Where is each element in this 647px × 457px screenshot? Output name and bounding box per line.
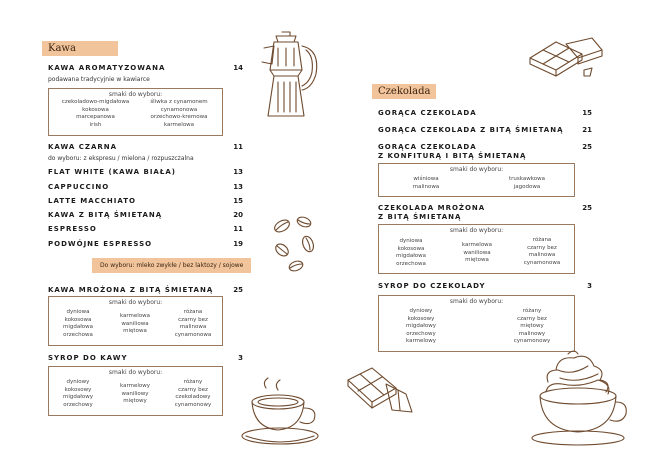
- item-kawa-aromatyzowana: KAWA AROMATYZOWANA: [48, 64, 166, 72]
- flavor: kokosowy: [64, 386, 92, 393]
- flavors-col-1: [381, 308, 461, 346]
- flavor: miętowa: [465, 257, 489, 264]
- flavor: wiśniowa: [413, 176, 439, 182]
- flavor: karmelowy: [119, 383, 150, 389]
- flavor: karmelowa: [163, 121, 195, 128]
- flavors-box-mrozona: [48, 296, 223, 346]
- price-goraca-czekolada: 15: [582, 109, 592, 117]
- flavors-col-2: [481, 176, 573, 191]
- flavors-col-2: [107, 313, 163, 336]
- flavor: różana: [532, 237, 552, 243]
- flavor: dyniowy: [409, 308, 433, 314]
- flavors-box-syrop-czekolada: [378, 295, 575, 352]
- flavor: truskawkowa: [509, 176, 545, 182]
- flavor: migdałowy: [63, 394, 93, 401]
- flavors-title: smaki do wyboru:: [449, 298, 504, 305]
- flavor: cynamonowa: [523, 259, 561, 266]
- menu-item: FLAT WHITE (KAWA BIAŁA): [48, 168, 176, 176]
- item-goraca-bita: GORĄCA CZEKOLADA Z BITĄ ŚMIETANĄ: [378, 126, 564, 134]
- coffee-cup-icon: [238, 378, 326, 448]
- flavor: migdałowy: [406, 323, 436, 330]
- menu-price: 13: [233, 168, 243, 176]
- desc-kawa-czarna: do wyboru: z ekspresu / mielona / rozpuszczalna: [48, 155, 194, 162]
- flavors-title: smaki do wyboru:: [108, 299, 163, 306]
- price-goraca-bita: 21: [582, 126, 592, 134]
- menu-price: 19: [233, 240, 243, 248]
- price-goraca-konfitura: 25: [582, 143, 592, 151]
- flavor: malinowa: [412, 183, 440, 190]
- coffee-beans-icon: [268, 212, 324, 274]
- price-syrop-do-czekolady: 3: [587, 282, 592, 290]
- flavors-col-2: [107, 383, 163, 406]
- price-kawa-mrozona: 25: [233, 286, 243, 294]
- flavor: kokosowa: [397, 245, 425, 252]
- price-czekolada-mrozona: 25: [582, 204, 592, 212]
- flavor: dyniowy: [66, 379, 90, 385]
- flavor: różana: [183, 309, 203, 315]
- flavor: kokosowy: [407, 315, 435, 322]
- flavor: waniliowa: [463, 249, 491, 256]
- flavor: orzechowy: [63, 401, 93, 408]
- menu-item: KAWA Z BITĄ ŚMIETANĄ: [48, 211, 163, 219]
- flavor: czarny bez: [517, 315, 547, 322]
- flavor: migdałowa: [62, 324, 94, 331]
- flavors-col-1: [51, 309, 105, 339]
- flavor: miętowy: [123, 398, 147, 405]
- flavor: miętowy: [520, 323, 544, 330]
- flavor: irish: [89, 121, 102, 128]
- flavor: czekoladowy: [175, 394, 211, 401]
- menu-item: CAPPUCCINO: [48, 183, 110, 191]
- flavor: waniliowa: [121, 320, 149, 327]
- item-kawa-mrozona: KAWA MROŻONA Z BITĄ ŚMIETANĄ: [48, 286, 214, 294]
- flavors-col-1: [381, 176, 471, 191]
- menu-price: 15: [233, 197, 243, 205]
- flavors-box-syrop: [48, 366, 223, 416]
- flavors-title: smaki do wyboru:: [108, 369, 163, 376]
- flavor: dyniowa: [399, 238, 423, 244]
- menu-item: LATTE MACCHIATO: [48, 197, 136, 205]
- flavor: orzechowa: [396, 260, 426, 267]
- desc-kawa-aromatyzowana: podawana tradycyjnie w kawiarce: [48, 76, 150, 83]
- menu-price: 13: [233, 183, 243, 191]
- item-goraca-konfitura-line1: GORĄCA CZEKOLADA: [378, 143, 477, 151]
- flavors-col-3: [491, 308, 573, 346]
- flavor: różany: [183, 379, 203, 385]
- item-czekolada-mrozona-line2: Z BITĄ ŚMIETANĄ: [378, 213, 462, 221]
- menu-item: ESPRESSO: [48, 225, 97, 233]
- flavor: różany: [522, 308, 542, 314]
- flavor: kokosowa: [64, 316, 92, 323]
- milk-note: Do wyboru: mleko zwykłe / bez laktozy / sojowe: [92, 258, 251, 273]
- flavor: czekoladowo-migdałowa: [61, 99, 130, 105]
- price-kawa-czarna: 11: [233, 143, 243, 151]
- flavor: orzechowy: [406, 330, 436, 337]
- flavor: jagodowa: [513, 183, 541, 190]
- flavor: malinowa: [528, 252, 556, 259]
- flavor: karmelowa: [119, 313, 151, 319]
- flavor: malinowa: [179, 324, 207, 331]
- flavor: czarny bez: [178, 316, 208, 323]
- flavors-col-1: [53, 99, 138, 129]
- flavors-title: smaki do wyboru:: [108, 91, 163, 98]
- section-header-czekolada: Czekolada: [372, 84, 436, 99]
- flavor: dyniowa: [66, 309, 90, 315]
- flavor: orzechowo-kremowa: [150, 114, 208, 121]
- flavor: czarny bez: [178, 386, 208, 393]
- chocolate-piece-icon: [342, 364, 422, 420]
- item-czekolada-mrozona-line1: CZEKOLADA MROŻONA: [378, 204, 486, 212]
- section-header-kawa: Kawa: [42, 41, 118, 56]
- item-syrop-do-czekolady: SYROP DO CZEKOLADY: [378, 282, 486, 290]
- flavors-box-czekolada-mrozona: [378, 224, 575, 274]
- flavor: karmelowa: [461, 242, 493, 248]
- flavor: miętowa: [123, 328, 147, 335]
- flavor: cynamonowa: [160, 106, 198, 113]
- item-goraca-czekolada: GORĄCA CZEKOLADA: [378, 109, 477, 117]
- price-syrop-do-kawy: 3: [238, 354, 243, 362]
- flavor: malinowy: [518, 330, 546, 337]
- menu-price: 11: [233, 225, 243, 233]
- flavor: kokosowa: [82, 106, 109, 113]
- flavor: marcepanowa: [76, 114, 115, 121]
- flavor: cynamonowy: [513, 338, 551, 345]
- flavors-title: smaki do wyboru:: [449, 166, 504, 173]
- flavor: migdałowa: [395, 253, 427, 260]
- flavors-box-aromatyzowana: [48, 88, 223, 136]
- item-kawa-czarna: KAWA CZARNA: [48, 143, 118, 151]
- flavors-col-2: [445, 242, 509, 265]
- flavor: orzechowa: [63, 331, 93, 338]
- menu-price: 20: [233, 211, 243, 219]
- price-kawa-aromatyzowana: 14: [233, 64, 243, 72]
- item-goraca-konfitura-line2: Z KONFITURĄ I BITĄ ŚMIETANĄ: [378, 152, 527, 160]
- item-syrop-do-kawy: SYROP DO KAWY: [48, 354, 128, 362]
- flavors-col-1: [51, 379, 105, 409]
- flavors-col-3: [511, 237, 573, 267]
- flavor: karmelowy: [405, 338, 436, 345]
- flavor: czarny bez: [527, 244, 557, 251]
- flavor: cynamonowa: [174, 331, 212, 338]
- flavors-col-3: [164, 309, 222, 339]
- flavor: cynamonowy: [174, 401, 212, 408]
- menu-item: PODWÓJNE ESPRESSO: [48, 240, 153, 248]
- flavor: waniliowy: [121, 390, 149, 397]
- flavors-box-konfitura: [378, 163, 575, 197]
- flavor: śliwka z cynamonem: [150, 99, 208, 105]
- flavors-col-3: [164, 379, 222, 409]
- flavors-col-1: [381, 238, 441, 268]
- flavors-title: smaki do wyboru:: [449, 227, 504, 234]
- chocolate-bar-icon: [526, 36, 606, 84]
- hot-chocolate-cup-icon: [528, 348, 630, 446]
- flavors-col-2: [137, 99, 221, 129]
- moka-pot-icon: [252, 30, 324, 122]
